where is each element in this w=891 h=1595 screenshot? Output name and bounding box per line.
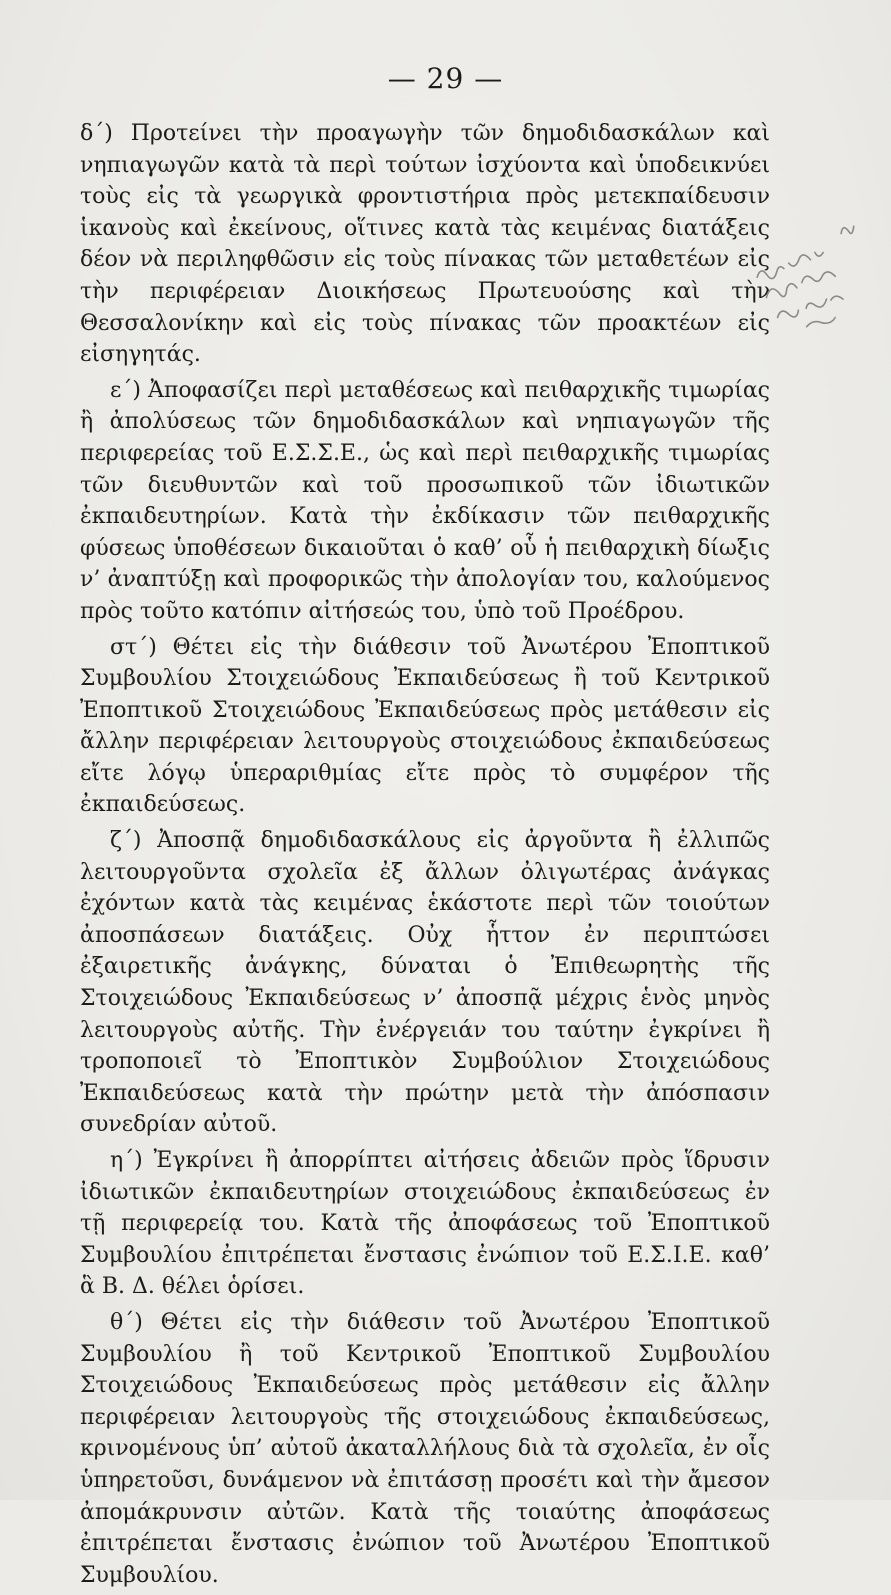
paragraph-stigma: στ΄) Θέτει εἰς τὴν διάθεσιν τοῦ Ἀνωτέρου Ἐποπτικοῦ Συμβουλίου Στοιχειώδους Ἐκπαιδεύσεως ἢ τοῦ Κεντρικοῦ Ἐποπτικοῦ Στοιχειώδους Ἐκπαιδεύσεως πρὸς μετάθεσιν εἰς ἄλλην περιφέρειαν λειτουργοὺς στοιχειώδους ἐκπαιδεύσεως εἴτε λόγῳ ὑπεραριθμίας εἴτε πρὸς τὸ συμφέρον τῆς ἐκπαιδεύσεως. xyxy=(80,634,770,818)
paragraph-theta: θ΄) Θέτει εἰς τὴν διάθεσιν τοῦ Ἀνωτέρου Ἐποπτικοῦ Συμβουλίου ἢ τοῦ Κεντρικοῦ Ἐποπτικοῦ Συμβουλίου Στοιχειώδους Ἐκπαιδεύσεως πρὸς μετάθεσιν εἰς ἄλλην περιφέρειαν λειτουργοὺς τῆς στοιχειώδους ἐκπαιδεύσεως, κρινομένους ὑπ’ αὐτοῦ ἀκαταλλήλους διὰ τὰ σχολεῖα, ἐν οἷς ὑπηρετοῦσι, δυνάμενον νὰ ἐπιτάσσῃ προσέτι καὶ τὴν ἄμεσον ἀπομάκρυνσιν αὐτῶν. Κατὰ τῆς τοιαύτης ἀποφάσεως ἐπιτρέπεται ἔνστασις ἐνώπιον τοῦ Ἀνωτέρου Ἐποπτικοῦ Συμβουλίου. xyxy=(80,1309,770,1588)
paragraph-eta: η΄) Ἐγκρίνει ἢ ἀπορρίπτει αἰτήσεις ἀδειῶν πρὸς ἵδρυσιν ἰδιωτικῶν ἐκπαιδευτηρίων στοιχειώδους ἐκπαιδεύσεως ἐν τῇ περιφερείᾳ του. Κατὰ τῆς ἀποφάσεως τοῦ Ἐποπτικοῦ Συμβουλίου ἐπιτρέπεται ἔνστασις ἐνώπιον τοῦ Ε.Σ.Ι.Ε. καθ’ ἃ Β. Δ. θέλει ὁρίσει. xyxy=(80,1148,770,1300)
paragraph-delta: δ΄) Προτείνει τὴν προαγωγὴν τῶν δημοδιδασκάλων καὶ νηπιαγωγῶν κατὰ τὰ περὶ τούτων ἰσχύοντα καὶ ὑποδεικνύει τοὺς εἰς τὰ γεωργικὰ φροντιστήρια πρὸς μετεκπαίδευσιν ἱκανοὺς καὶ ἐκείνους, οἵτινες κατὰ τὰς κειμένας διατάξεις δέον νὰ περιληφθῶσιν εἰς τοὺς πίνακας τῶν μεταθετέων εἰς τὴν περιφέρειαν Διοικήσεως Πρωτευούσης καὶ τὴν Θεσσαλονίκην καὶ εἰς τοὺς πίνακας τῶν προακτέων εἰς εἰσηγητάς. xyxy=(80,121,770,368)
paragraph-zeta: ζ΄) Ἀποσπᾷ δημοδιδασκάλους εἰς ἀργοῦντα ἢ ἐλλιπῶς λειτουργοῦντα σχολεῖα ἐξ ἄλλων ὀλιγωτέρας ἀνάγκας ἐχόντων κατὰ τὰς κειμένας ἑκάστοτε περὶ τῶν τοιούτων ἀποσπάσεων διατάξεις. Οὐχ ἧττον ἐν περιπτώσει ἐξαιρετικῆς ἀνάγκης, δύναται ὁ Ἐπιθεωρητὴς τῆς Στοιχειώδους Ἐκπαιδεύσεως ν’ ἀποσπᾷ μέχρις ἑνὸς μηνὸς λειτουργοὺς αὐτῆς. Τὴν ἐνέργειάν του ταύτην ἐγκρίνει ἢ τροποποιεῖ τὸ Ἐποπτικὸν Συμβούλιον Στοιχειώδους Ἐκπαιδεύσεως κατὰ τὴν πρώτην μετὰ τὴν ἀπόσπασιν συνεδρίαν αὐτοῦ. xyxy=(80,828,770,1138)
page-number: — 29 — xyxy=(387,62,504,95)
paragraph-epsilon: ε΄) Ἀποφασίζει περὶ μεταθέσεως καὶ πειθαρχικῆς τιμωρίας ἢ ἀπολύσεως τῶν δημοδιδασκάλων καὶ νηπιαγωγῶν τῆς περιφερείας τοῦ Ε.Σ.Σ.Ε., ὡς καὶ περὶ πειθαρχικῆς τιμωρίας τῶν διευθυντῶν καὶ τοῦ προσωπικοῦ τῶν ἰδιωτικῶν ἐκπαιδευτηρίων. Κατὰ τὴν ἐκδίκασιν τῶν πειθαρχικῆς φύσεως ὑποθέσεων δικαιοῦται ὁ καθ’ οὗ ἡ πειθαρχικὴ δίωξις ν’ ἀναπτύξῃ καὶ προφορικῶς τὴν ἀπολογίαν του, καλούμενος πρὸς τοῦτο κατόπιν αἰτήσεώς του, ὑπὸ τοῦ Προέδρου. xyxy=(80,377,770,624)
body-text xyxy=(80,118,770,1595)
